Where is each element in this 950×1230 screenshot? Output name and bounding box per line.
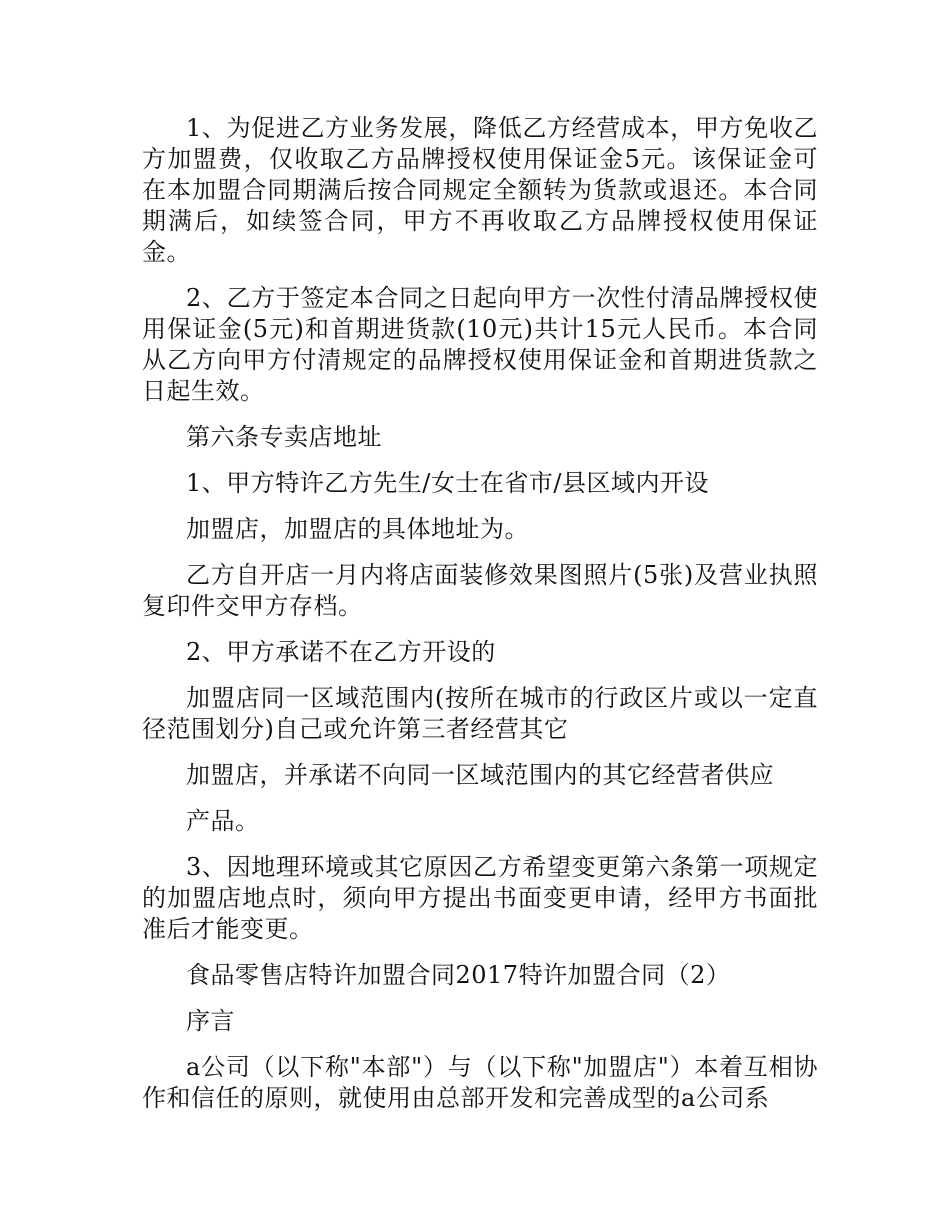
paragraph-5: 乙方自开店一月内将店面装修效果图照片(5张)及营业执照复印件交甲方存档。	[142, 561, 818, 620]
contract-title-2: 食品零售店特许加盟合同2017特许加盟合同（2）	[186, 961, 731, 989]
paragraph-2: 2、乙方于签定本合同之日起向甲方一次性付清品牌授权使用保证金(5元)和首期进货款(10元)共计15元人民币。本合同从乙方向甲方付清规定的品牌授权使用保证金和首期进货款之日起生效。	[142, 284, 818, 405]
paragraph-9: 产品。	[186, 807, 260, 835]
paragraph-3: 1、甲方特许乙方先生/女士在省市/县区域内开设	[186, 469, 709, 497]
document-body	[142, 113, 818, 1129]
paragraph-8: 加盟店，并承诺不向同一区域范围内的其它经营者供应	[186, 761, 774, 789]
paragraph-7: 加盟店同一区域范围内(按所在城市的行政区片或以一定直径范围划分)自己或允许第三者经营其它	[142, 684, 818, 743]
paragraph-4: 加盟店，加盟店的具体地址为。	[186, 515, 529, 543]
section-heading-article-6: 第六条专卖店地址	[186, 423, 382, 451]
paragraph-6: 2、甲方承诺不在乙方开设的	[186, 638, 496, 666]
paragraph-11: a公司（以下称"本部"）与（以下称"加盟店"）本着互相协作和信任的原则，就使用由总部开发和完善成型的a公司系	[142, 1053, 818, 1112]
paragraph-10: 3、因地理环境或其它原因乙方希望变更第六条第一项规定的加盟店地点时，须向甲方提出书面变更申请，经甲方书面批准后才能变更。	[142, 853, 818, 943]
preface-heading: 序言	[186, 1007, 235, 1035]
paragraph-1: 1、为促进乙方业务发展，降低乙方经营成本，甲方免收乙方加盟费，仅收取乙方品牌授权使用保证金5元。该保证金可在本加盟合同期满后按合同规定全额转为货款或退还。本合同期满后，如续签合同，甲方不再收取乙方品牌授权使用保证金。	[142, 114, 818, 266]
